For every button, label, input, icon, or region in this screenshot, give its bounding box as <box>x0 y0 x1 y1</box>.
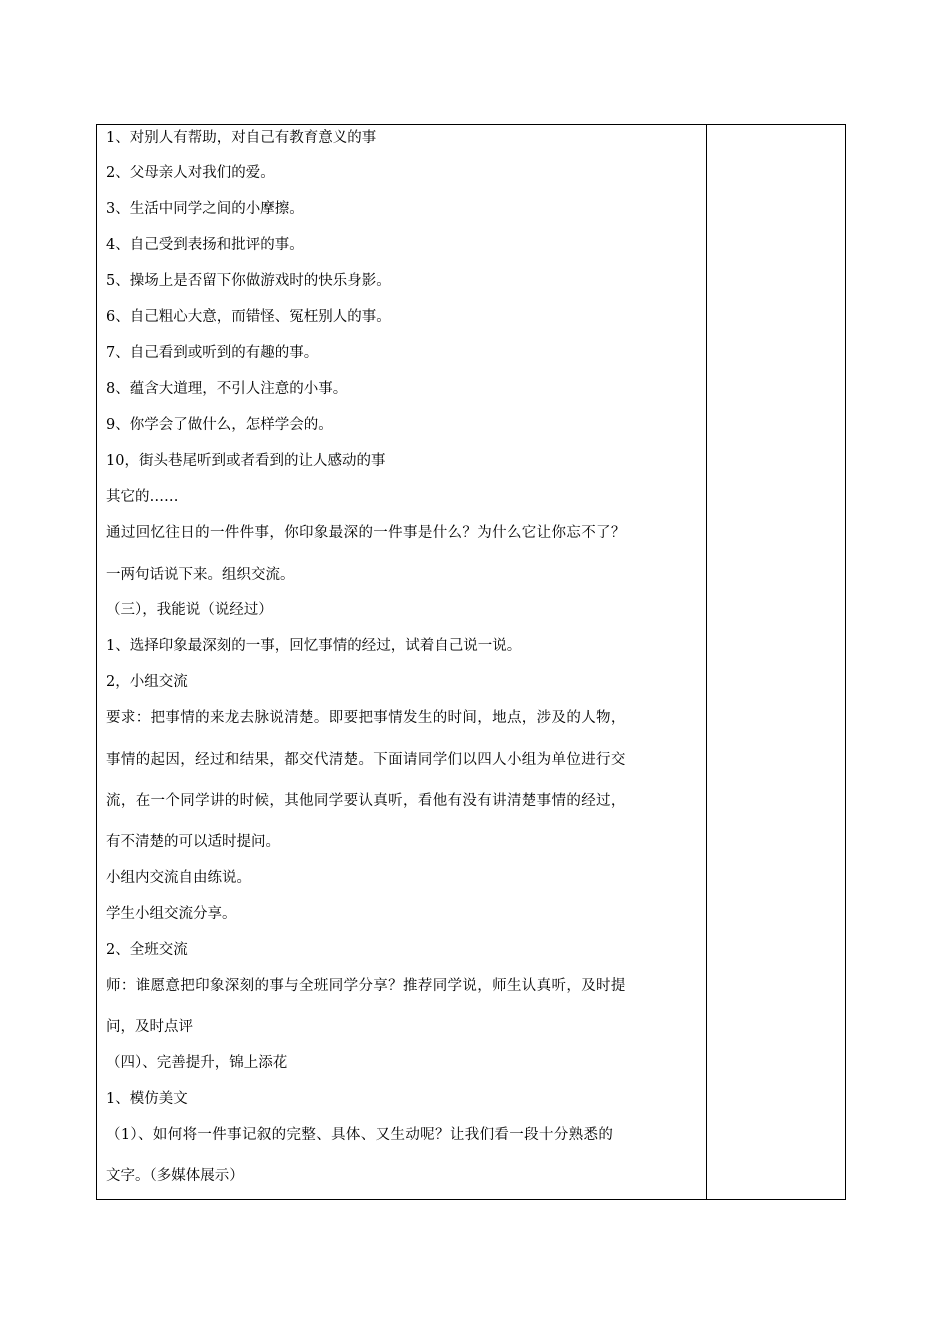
text-line: 2、父母亲人对我们的爱。 <box>106 165 275 181</box>
text-line: 1、模仿美文 <box>106 1091 188 1107</box>
text-line: 师：谁愿意把印象深刻的事与全班同学分享？推荐同学说，师生认真听，及时提 <box>106 978 626 994</box>
text-line: 小组内交流自由练说。 <box>106 870 251 886</box>
section-heading: （四）、完善提升，锦上添花 <box>106 1055 288 1071</box>
text-line: 1、对别人有帮助，对自己有教育意义的事 <box>106 130 377 146</box>
text-line: 2，小组交流 <box>106 674 188 690</box>
text-line: 4、自己受到表扬和批评的事。 <box>106 237 304 253</box>
content-cell <box>97 125 707 1199</box>
text-line: 8、蕴含大道理，不引人注意的小事。 <box>106 381 348 397</box>
text-line: 问，及时点评 <box>106 1019 193 1035</box>
text-line: 要求：把事情的来龙去脉说清楚。即要把事情发生的时间，地点，涉及的人物， <box>106 710 626 726</box>
text-line: 通过回忆往日的一件件事，你印象最深的一件事是什么？为什么它让你忘不了？ <box>106 525 626 541</box>
text-line: 6、自己粗心大意，而错怪、冤枉别人的事。 <box>106 309 391 325</box>
notes-cell <box>707 125 845 1199</box>
text-line: 学生小组交流分享。 <box>106 906 237 922</box>
text-line: 事情的起因，经过和结果，都交代清楚。下面请同学们以四人小组为单位进行交 <box>106 752 626 768</box>
text-line: 一两句话说下来。组织交流。 <box>106 567 295 583</box>
text-line: 1、选择印象最深刻的一事，回忆事情的经过，试着自己说一说。 <box>106 638 522 654</box>
section-heading: （三），我能说（说经过） <box>106 602 273 618</box>
text-line: 9、你学会了做什么，怎样学会的。 <box>106 417 333 433</box>
text-line: 文字。（多媒体展示） <box>106 1168 244 1184</box>
text-line: 7、自己看到或听到的有趣的事。 <box>106 345 319 361</box>
text-line: 有不清楚的可以适时提问。 <box>106 834 280 850</box>
text-line: （1）、如何将一件事记叙的完整、具体、又生动呢？让我们看一段十分熟悉的 <box>106 1127 614 1143</box>
text-line: 流，在一个同学讲的时候，其他同学要认真听，看他有没有讲清楚事情的经过， <box>106 793 626 809</box>
text-line: 10，街头巷尾听到或者看到的让人感动的事 <box>106 453 386 469</box>
text-line: 2、全班交流 <box>106 942 188 958</box>
text-line: 5、操场上是否留下你做游戏时的快乐身影。 <box>106 273 391 289</box>
text-line: 其它的…… <box>106 489 179 505</box>
lesson-plan-table <box>96 124 846 1200</box>
text-line: 3、生活中同学之间的小摩擦。 <box>106 201 304 217</box>
